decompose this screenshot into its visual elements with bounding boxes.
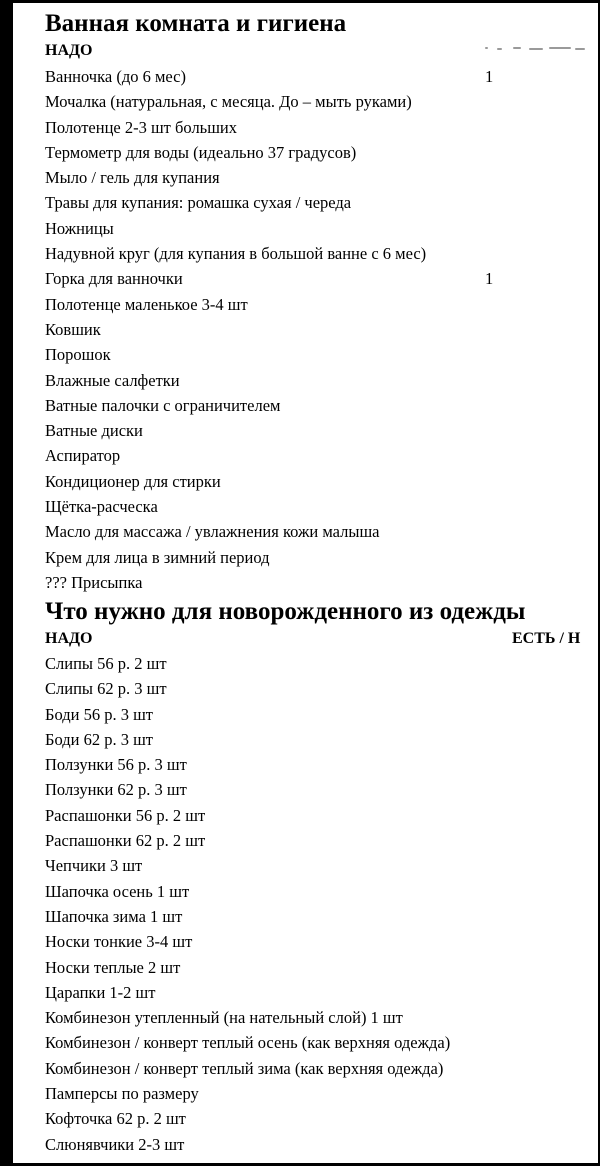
item-label: Шапочка осень 1 шт (45, 881, 190, 901)
item-label: Мочалка (натуральная, с месяца. До – мыть руками) (45, 92, 412, 112)
item-label: Ножницы (45, 218, 114, 238)
list-item (45, 190, 426, 215)
list-item (45, 752, 450, 777)
item-label: Полотенце 2-3 шт больших (45, 117, 237, 137)
item-label: Слюнявчики 2-3 шт (45, 1134, 185, 1154)
list-item (45, 89, 426, 114)
list-item (45, 676, 450, 701)
item-label: Кофточка 62 р. 2 шт (45, 1109, 186, 1129)
item-label: Ползунки 56 р. 3 шт (45, 755, 187, 775)
item-label: Боди 62 р. 3 шт (45, 729, 154, 749)
list-item (45, 955, 450, 980)
item-label: Порошок (45, 345, 111, 365)
list-item (45, 904, 450, 929)
item-label: Термометр для воды (идеально 37 градусов) (45, 142, 357, 162)
item-label: Ползунки 62 р. 3 шт (45, 780, 187, 800)
list-item (45, 828, 450, 853)
list-item (45, 651, 450, 676)
list-item (45, 1132, 450, 1157)
list-item (45, 929, 450, 954)
list-item (45, 241, 426, 266)
item-label: ??? Присыпка (45, 572, 143, 592)
item-label: Ватные диски (45, 421, 143, 441)
scan-artifact (483, 46, 588, 52)
list-item (45, 216, 426, 241)
list-item (45, 317, 426, 342)
item-label: Комбинезон / конверт теплый зима (как верхняя одежда) (45, 1058, 444, 1078)
bath-section-title: Ванная комната и гигиена (45, 10, 347, 37)
item-label: Влажные салфетки (45, 370, 180, 390)
clothes-need-column-header: НАДО (45, 630, 93, 647)
document-page (13, 3, 598, 1163)
item-quantity: 1 (485, 67, 494, 86)
item-label: Масло для массажа / увлажнения кожи малыша (45, 522, 380, 542)
item-label: Комбинезон утепленный (на нательный слой) 1 шт (45, 1008, 403, 1028)
bath-need-column-header: НАДО (45, 42, 93, 59)
item-label: Боди 56 р. 3 шт (45, 704, 154, 724)
list-item (45, 165, 426, 190)
item-label: Кондиционер для стирки (45, 471, 221, 491)
item-label: Чепчики 3 шт (45, 856, 143, 876)
item-label: Надувной круг (для купания в большой ванне с 6 мес) (45, 244, 427, 264)
list-item (45, 570, 426, 595)
item-label: Памперсы по размеру (45, 1084, 199, 1104)
list-item (45, 368, 426, 393)
list-item (45, 702, 450, 727)
list-item (45, 1030, 450, 1055)
item-label: Распашонки 56 р. 2 шт (45, 805, 206, 825)
list-item (45, 803, 450, 828)
list-item (45, 1005, 450, 1030)
item-label: Шапочка зима 1 шт (45, 906, 183, 926)
list-item (45, 292, 426, 317)
item-label: Аспиратор (45, 446, 121, 466)
item-label: Ковшик (45, 319, 101, 339)
list-item (45, 494, 426, 519)
item-quantity: 1 (485, 269, 494, 289)
item-label: Распашонки 62 р. 2 шт (45, 831, 206, 851)
item-label: Ванночка (до 6 мес) (45, 67, 186, 86)
list-item (45, 777, 450, 802)
item-label: Мыло / гель для купания (45, 168, 220, 188)
item-label: Слипы 62 р. 3 шт (45, 679, 167, 699)
list-item (45, 980, 450, 1005)
clothes-have-column-header: ЕСТЬ / Н (512, 630, 581, 647)
list-item (45, 519, 426, 544)
list-item (45, 115, 426, 140)
item-label: Травы для купания: ромашка сухая / череда (45, 193, 352, 213)
list-item (45, 140, 426, 165)
list-item (45, 853, 450, 878)
item-label: Комбинезон / конверт теплый осень (как верхняя одежда) (45, 1033, 451, 1053)
list-item (45, 1056, 450, 1081)
list-item (45, 342, 426, 367)
item-label: Полотенце маленькое 3-4 шт (45, 294, 248, 314)
item-label: Горка для ванночки (45, 269, 183, 289)
clothes-section-title: Что нужно для новорожденного из одежды (45, 598, 526, 625)
list-item (45, 64, 494, 89)
list-item (45, 469, 426, 494)
item-label: Ватные палочки с ограничителем (45, 395, 281, 415)
list-item (45, 545, 426, 570)
item-label: Носки тонкие 3-4 шт (45, 932, 193, 952)
list-item (45, 1106, 450, 1131)
list-item (45, 1081, 450, 1106)
list-item (45, 266, 494, 291)
list-item (45, 879, 450, 904)
item-label: Царапки 1-2 шт (45, 982, 156, 1002)
item-label: Крем для лица в зимний период (45, 547, 270, 567)
bath-items-list (45, 64, 494, 595)
item-label: Щётка-расческа (45, 497, 158, 517)
list-item (45, 727, 450, 752)
item-label: Слипы 56 р. 2 шт (45, 654, 167, 673)
list-item (45, 393, 426, 418)
list-item (45, 443, 426, 468)
item-label: Носки теплые 2 шт (45, 957, 181, 977)
list-item (45, 418, 426, 443)
clothes-items-list (45, 651, 450, 1157)
